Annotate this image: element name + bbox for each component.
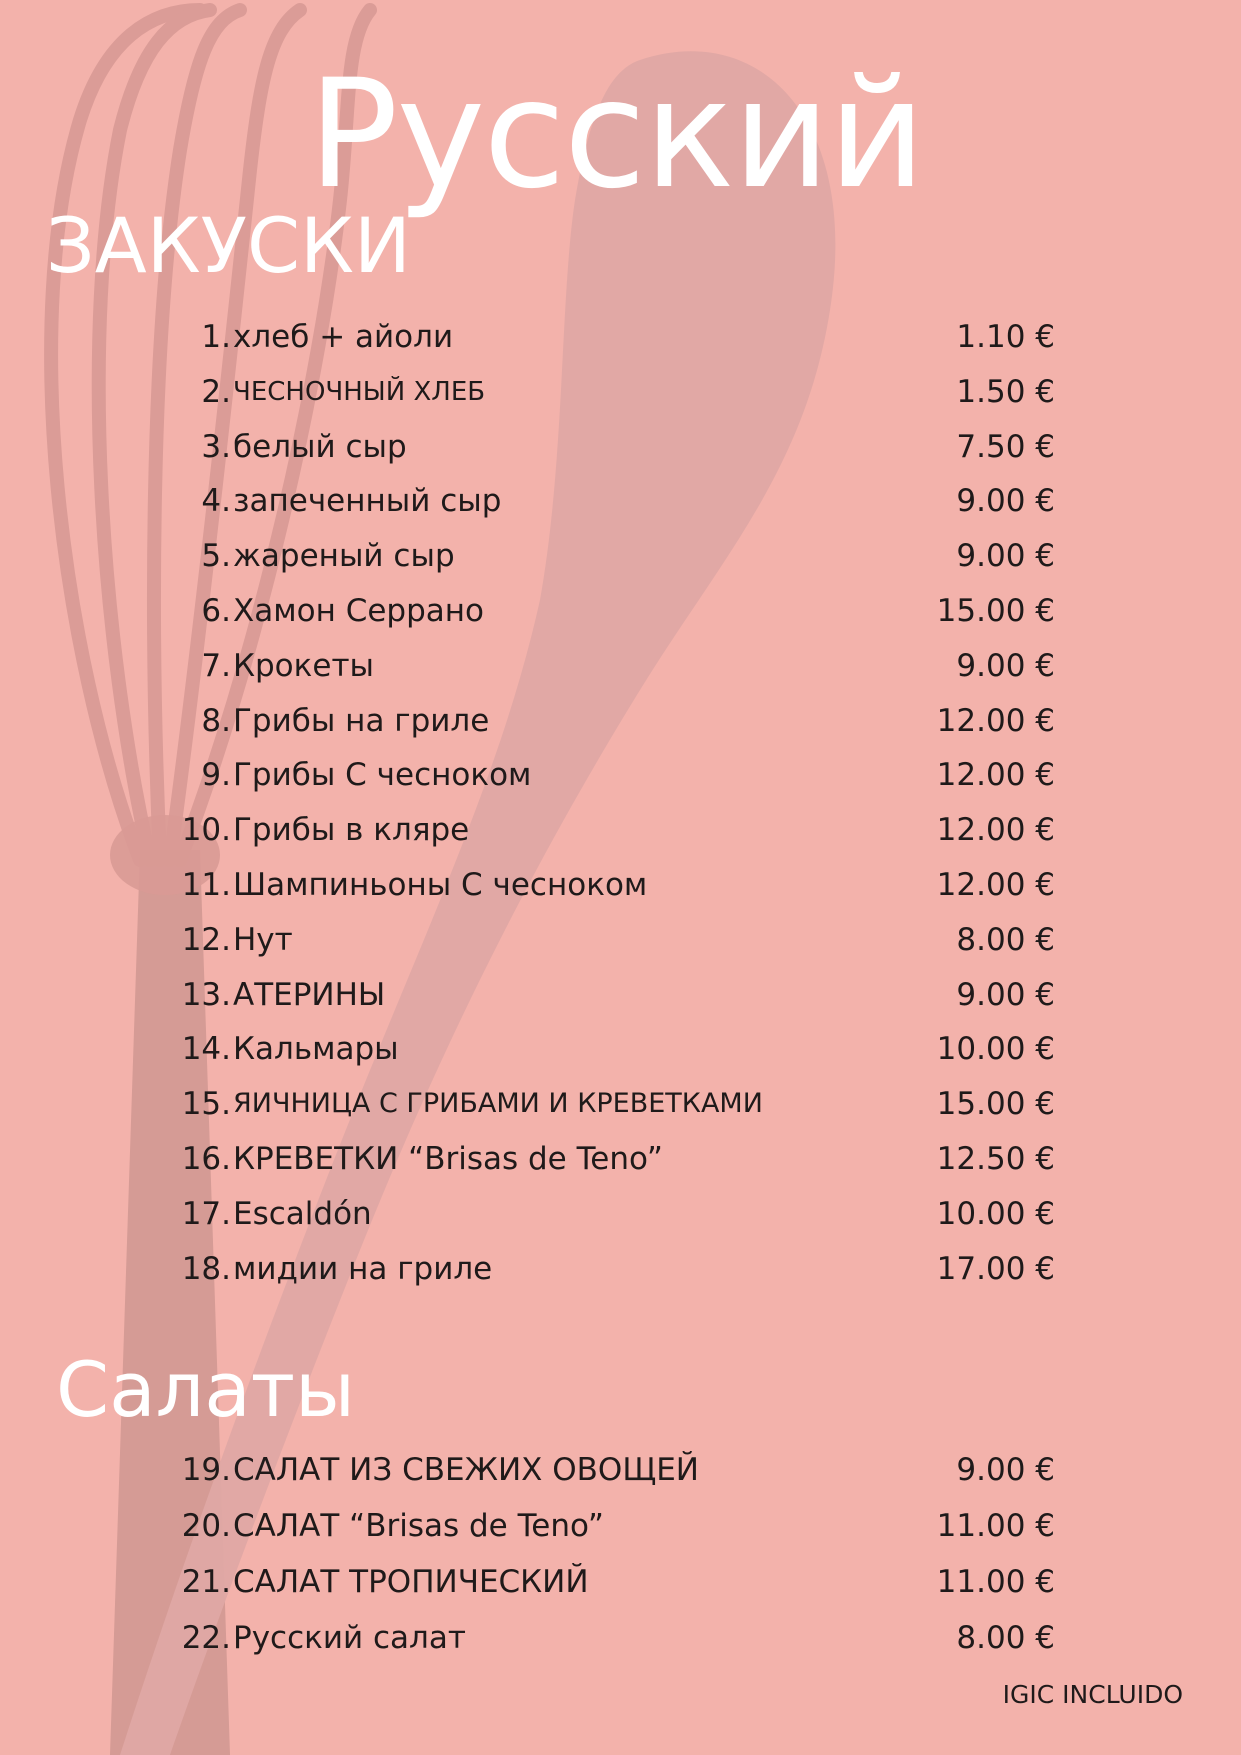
menu-item	[0, 584, 1241, 639]
item-price: 7.50 €	[956, 428, 1055, 465]
item-price: 12.00 €	[936, 866, 1055, 903]
item-number: 7.	[201, 647, 231, 684]
item-number: 2.	[201, 373, 231, 410]
item-number: 1.	[201, 319, 231, 355]
menu-item	[0, 1077, 1241, 1132]
item-name: ЧЕСНОЧНЫЙ ХЛЕБ	[233, 376, 486, 407]
item-price: 10.00 €	[936, 1031, 1055, 1068]
item-number: 20.	[181, 1508, 231, 1544]
item-name: АТЕРИНЫ	[233, 976, 386, 1013]
item-name: Хамон Серрано	[233, 592, 485, 629]
menu-item	[0, 310, 1241, 365]
item-name: мидии на гриле	[233, 1250, 493, 1287]
item-price: 15.00 €	[936, 1086, 1055, 1123]
appetizers-list	[0, 310, 1241, 1296]
menu-item	[0, 1242, 1241, 1297]
item-price: 11.00 €	[936, 1508, 1055, 1544]
item-price: 1.10 €	[956, 319, 1055, 355]
item-number: 12.	[181, 921, 231, 958]
menu-item	[0, 694, 1241, 749]
item-price: 12.00 €	[936, 702, 1055, 739]
section-title-salads: Салаты	[56, 1345, 356, 1434]
item-number: 10.	[181, 812, 231, 849]
menu-item	[0, 968, 1241, 1023]
item-number: 6.	[201, 592, 231, 629]
salads-list	[0, 1443, 1241, 1667]
item-name: САЛАТ ТРОПИЧЕСКИЙ	[233, 1564, 589, 1600]
menu-item	[0, 639, 1241, 694]
section-title-appetizers: ЗАКУСКИ	[46, 201, 411, 290]
item-number: 19.	[181, 1452, 231, 1488]
menu-item	[0, 474, 1241, 529]
item-price: 12.00 €	[936, 757, 1055, 794]
item-number: 11.	[181, 866, 231, 903]
item-name: запеченный сыр	[233, 483, 502, 520]
item-price: 11.00 €	[936, 1564, 1055, 1600]
menu-item	[0, 1555, 1241, 1611]
item-name: жареный сыр	[233, 538, 455, 575]
item-name: Грибы С чесноком	[233, 757, 532, 794]
item-price: 17.00 €	[936, 1250, 1055, 1287]
item-number: 21.	[181, 1564, 231, 1600]
item-name: Нут	[233, 921, 293, 958]
menu-item	[0, 858, 1241, 913]
item-number: 3.	[201, 428, 231, 465]
item-name: Крокеты	[233, 647, 374, 684]
item-price: 9.00 €	[956, 976, 1055, 1013]
item-price: 8.00 €	[956, 1620, 1055, 1656]
item-price: 15.00 €	[936, 592, 1055, 629]
item-price: 8.00 €	[956, 921, 1055, 958]
item-name: хлеб + айоли	[233, 319, 454, 355]
item-number: 18.	[181, 1250, 231, 1287]
item-price: 9.00 €	[956, 647, 1055, 684]
item-number: 4.	[201, 483, 231, 520]
item-name: КРЕВЕТКИ “Brisas de Teno”	[233, 1140, 663, 1177]
item-name: ЯИЧНИЦА С ГРИБАМИ И КРЕВЕТКАМИ	[233, 1088, 763, 1120]
menu-item	[0, 1499, 1241, 1555]
menu-item	[0, 1132, 1241, 1187]
menu-item	[0, 420, 1241, 475]
page-title: Русский	[308, 48, 924, 222]
item-name: САЛАТ “Brisas de Teno”	[233, 1508, 604, 1544]
item-number: 17.	[181, 1195, 231, 1232]
menu-item	[0, 748, 1241, 803]
item-name: белый сыр	[233, 428, 407, 465]
item-name: Грибы в кляре	[233, 812, 470, 849]
item-price: 12.50 €	[936, 1140, 1055, 1177]
item-price: 9.00 €	[956, 1452, 1055, 1488]
item-number: 5.	[201, 538, 231, 575]
item-name: САЛАТ ИЗ СВЕЖИХ ОВОЩЕЙ	[233, 1452, 699, 1488]
menu-item	[0, 913, 1241, 968]
menu-item	[0, 529, 1241, 584]
menu-item	[0, 803, 1241, 858]
item-number: 15.	[181, 1086, 231, 1123]
item-price: 9.00 €	[956, 538, 1055, 575]
item-number: 13.	[181, 976, 231, 1013]
menu-item	[0, 1443, 1241, 1499]
item-price: 12.00 €	[936, 812, 1055, 849]
item-name: Грибы на гриле	[233, 702, 490, 739]
item-number: 9.	[201, 757, 231, 794]
item-price: 1.50 €	[956, 373, 1055, 410]
item-name: Шампиньоны С чесноком	[233, 866, 648, 903]
item-name: Кальмары	[233, 1031, 399, 1068]
menu-item	[0, 1187, 1241, 1242]
item-name: Русский салат	[233, 1620, 466, 1656]
item-name: Escaldón	[233, 1195, 372, 1232]
menu-item	[0, 1022, 1241, 1077]
menu-item	[0, 365, 1241, 420]
tax-included-note: IGIC INCLUIDO	[1002, 1680, 1183, 1709]
menu-item	[0, 1611, 1241, 1667]
item-number: 8.	[201, 702, 231, 739]
item-number: 14.	[181, 1031, 231, 1068]
item-price: 9.00 €	[956, 483, 1055, 520]
item-number: 22.	[181, 1620, 231, 1656]
item-price: 10.00 €	[936, 1195, 1055, 1232]
item-number: 16.	[181, 1140, 231, 1177]
